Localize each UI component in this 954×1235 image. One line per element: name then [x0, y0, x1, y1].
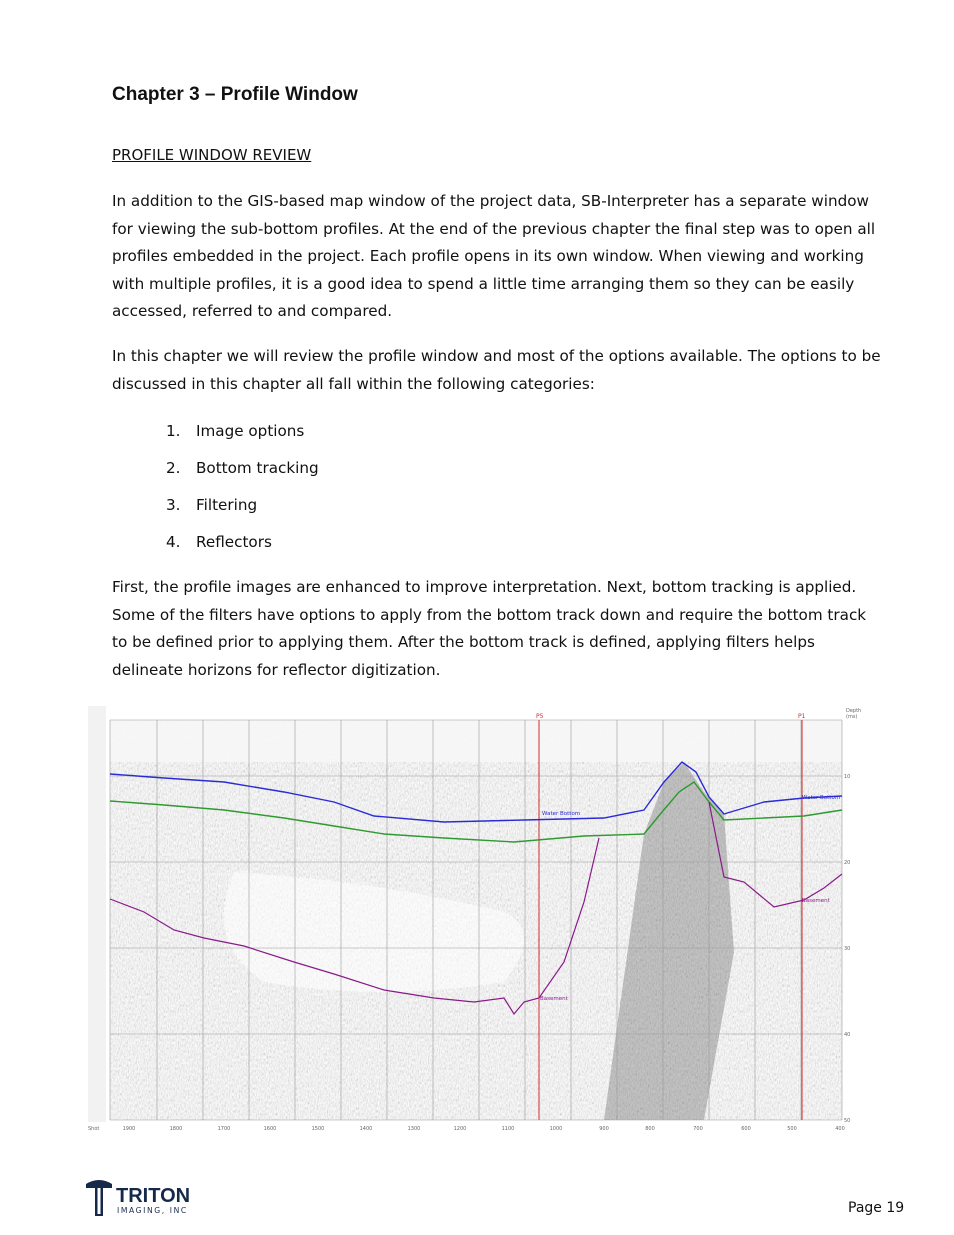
shot-tick: 400 — [835, 1126, 845, 1132]
depth-axis-title: Depth — [846, 708, 862, 714]
list-item — [166, 492, 319, 529]
depth-tick: 40 — [844, 1032, 851, 1038]
layer-label: Water Bottom — [802, 795, 841, 801]
depth-tick: 10 — [844, 774, 851, 780]
shot-tick: 1600 — [263, 1126, 277, 1132]
page-number: Page 19 — [848, 1200, 905, 1216]
shot-tick: 1000 — [549, 1126, 563, 1132]
depth-tick: 20 — [844, 860, 851, 866]
shot-tick: 900 — [599, 1126, 609, 1132]
list-item-label: Bottom tracking — [196, 459, 319, 477]
depth-tick: 30 — [844, 946, 851, 952]
profile-image — [110, 720, 842, 1120]
layer-label: Basement — [802, 898, 830, 904]
categories-list — [166, 418, 319, 566]
list-item-number: 4. — [166, 533, 181, 551]
shot-axis-title: Shot — [88, 1126, 100, 1132]
shot-tick: 800 — [645, 1126, 655, 1132]
layer-label: Basement — [540, 996, 568, 1002]
layer-label: Water Bottom — [542, 811, 581, 817]
shot-tick: 1800 — [169, 1126, 183, 1132]
shot-tick: 1100 — [501, 1126, 515, 1132]
chapter-title: Chapter 3 – Profile Window — [112, 84, 358, 105]
list-item-number: 1. — [166, 422, 181, 440]
shot-tick: 1900 — [122, 1126, 136, 1132]
depth-axis-unit: (ms) — [846, 714, 858, 720]
list-item-number: 2. — [166, 459, 181, 477]
shot-tick: 700 — [693, 1126, 703, 1132]
list-item-number: 3. — [166, 496, 181, 514]
list-item-label: Filtering — [196, 496, 258, 514]
categories-intro-paragraph: In this chapter we will review the profile window and most of the options available. The options to be discussed in this chapter all fall within the following categories: — [112, 347, 881, 393]
list-item — [166, 418, 319, 455]
logo-subtext: IMAGING, INC — [117, 1206, 188, 1215]
intro-paragraph: In addition to the GIS-based map window of the project data, SB-Interpreter has a separate window for viewing the sub-bottom profiles. At the end of the previous chapter the final step was to open all profiles embedded in the project. Each profile opens in its own window. When viewing and working with multiple profiles, it is a good idea to spend a little time arranging them so they can be easily accessed, referred to and compared. — [112, 192, 876, 320]
left-strip — [88, 706, 106, 1122]
marker-label-p5: P5 — [536, 713, 544, 720]
list-item-label: Image options — [196, 422, 305, 440]
shot-tick: 1200 — [453, 1126, 467, 1132]
triton-logo — [86, 1178, 216, 1218]
logo-wordmark: TRITON — [116, 1185, 191, 1207]
shot-tick: 1400 — [359, 1126, 373, 1132]
list-item-label: Reflectors — [196, 533, 272, 551]
list-item — [166, 455, 319, 492]
depth-tick: 50 — [844, 1118, 851, 1124]
shot-tick: 1700 — [217, 1126, 231, 1132]
shot-tick: 500 — [787, 1126, 797, 1132]
subbottom-profile-figure — [84, 702, 864, 1136]
workflow-paragraph: First, the profile images are enhanced to improve interpretation. Next, bottom tracking is applied. Some of the filters have options to apply from the bottom track down and require the bottom track to be defined prior to applying them. After the bottom track is defined, applying filters helps delineate horizons for reflector digitization. — [112, 578, 867, 679]
section-heading: PROFILE WINDOW REVIEW — [112, 146, 312, 164]
shot-tick: 1300 — [407, 1126, 421, 1132]
marker-label-p1: P1 — [798, 713, 806, 720]
list-item — [166, 529, 319, 566]
shot-tick: 600 — [741, 1126, 751, 1132]
shot-tick: 1500 — [311, 1126, 325, 1132]
